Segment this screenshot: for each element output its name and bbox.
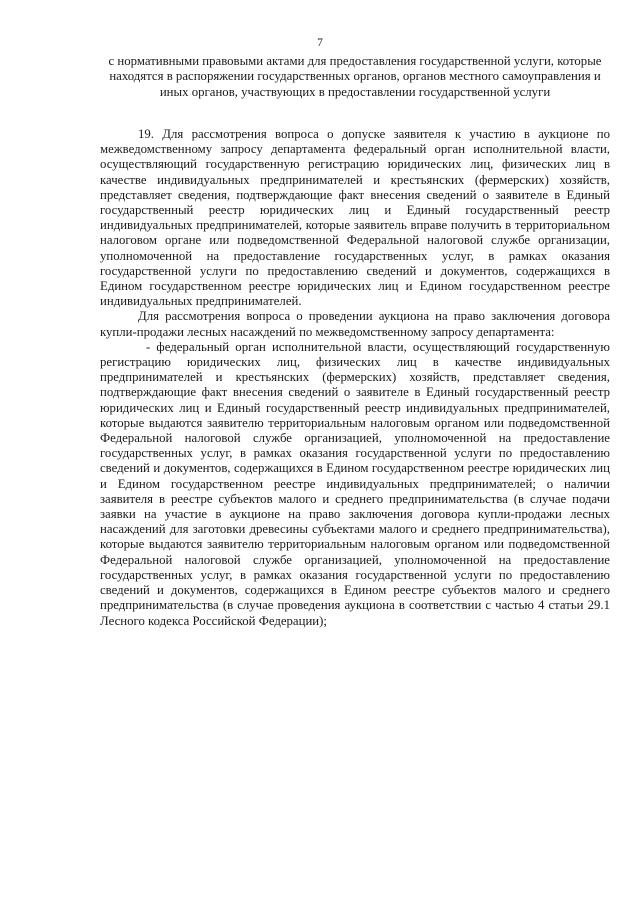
paragraph-auction-intro: Для рассмотрения вопроса о проведении аукциона на право заключения договора купли-продажи лесных насаждений по межведомственному запросу департамента: <box>100 309 610 339</box>
body-text <box>100 127 610 629</box>
paragraph-19: 19. Для рассмотрения вопроса о допуске заявителя к участию в аукционе по межведомственному запросу департамента федеральный орган исполнительной власти, осуществляющий государственную регистрацию юридических лиц, физических лиц в качестве индивидуальных предпринимателей и крестьянских (фермерских) хозяйств, представляет сведения, подтверждающие факт внесения сведений о заявителе в Единый государственный реестр юридических лиц и Единый государственный реестр индивидуальных предпринимателей, которые заявитель вправе получить в территориальном налоговом органе или подведомственной Федеральной налоговой службе организации, уполномоченной на предоставление государственных услуг, в рамках оказания государственной услуги по предоставлению сведений и документов, содержащихся в Едином государственном реестре юридических лиц и Едином государственном реестре индивидуальных предпринимателей. <box>100 127 610 309</box>
page-number: 7 <box>317 37 323 49</box>
paragraph-federal-authority-item: - федеральный орган исполнительной власти, осуществляющий государственную регистрацию юридических лиц, физических лиц в качестве индивидуальных предпринимателей и крестьянских (фермерских) хозяйств, представляет сведения, подтверждающие факт внесения сведений о заявителе в Единый государственный реестр юридических лиц и Единый государственный реестр индивидуальных предпринимателей, которые выдаются заявителю территориальным налоговым органом или подведомственной Федеральной налоговой службе организацией, уполномоченной на предоставление государственных услуг, в рамках оказания государственной услуги по предоставлению сведений и документов, содержащихся в Едином государственном реестре юридических лиц и Едином государственном реестре индивидуальных предпринимателей; о наличии заявителя в реестре субъектов малого и среднего предпринимательства (в случае подачи заявки на участие в аукционе на право заключения договора купли-продажи лесных насаждений для заготовки древесины субъектами малого и среднего предпринимательства), которые выдаются заявителю территориальным налоговым органом или подведомственной Федеральной налоговой службе организацией, уполномоченной на предоставление государственных услуг, в рамках оказания государственной услуги по предоставлению сведений и документов, содержащихся в Едином реестре субъектов малого и среднего предпринимательства (в случае проведения аукциона в соответствии с частью 4 статьи 29.1 Лесного кодекса Российской Федерации); <box>100 339 610 628</box>
section-heading: с нормативными правовыми актами для предоставления государственной услуги, которые находятся в распоряжении государственных органов, органов местного самоуправления и иных органов, участвующих в предоставлении государственной услуги <box>108 54 602 99</box>
